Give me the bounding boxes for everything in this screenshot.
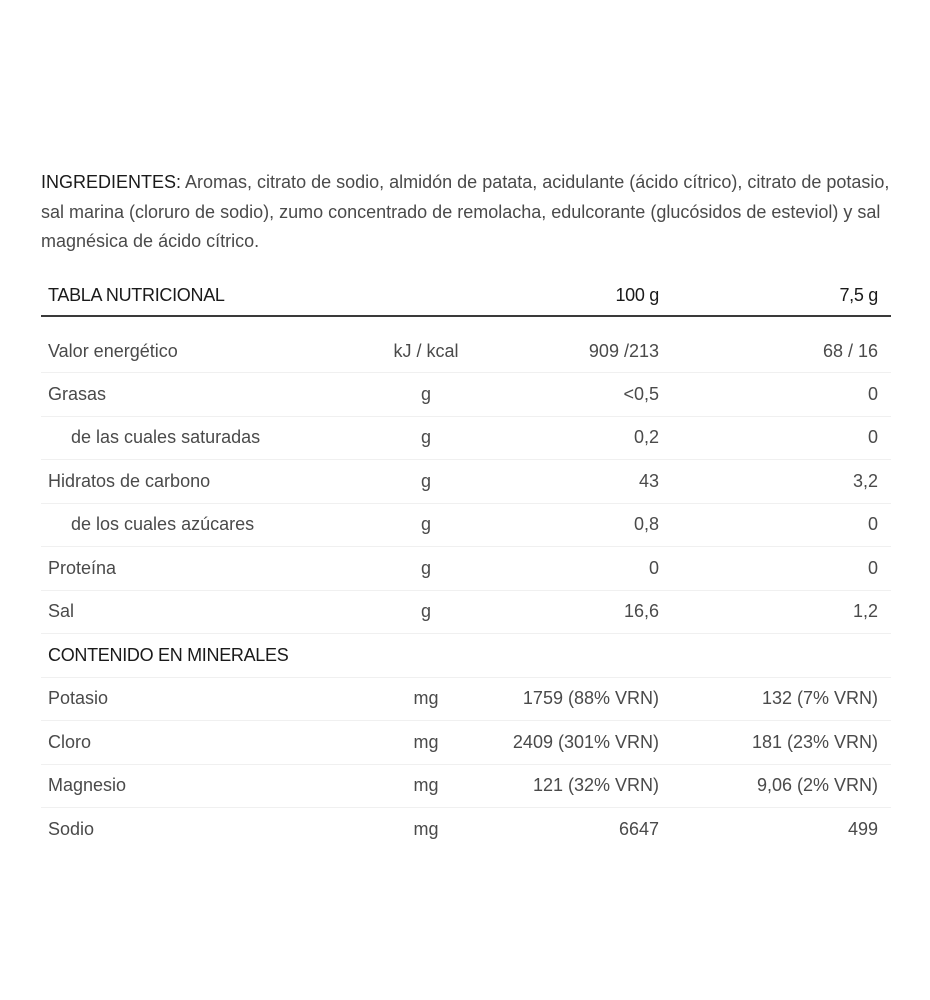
table-row: de las cuales saturadas g 0,2 0 xyxy=(41,417,891,461)
minerals-section-header xyxy=(41,634,891,678)
ingredients-text: Aromas, citrato de sodio, almidón de patata, acidulante (ácido cítrico), citrato de potasio, sal marina (cloruro de sodio), zumo concentrado de remolacha, edulcorante (glucósidos de esteviol) y sal magnésica de ácido cítrico. xyxy=(41,172,890,251)
table-row: de los cuales azúcares g 0,8 0 xyxy=(41,504,891,548)
column-per-serving: 7,5 g xyxy=(839,284,878,305)
table-row: Grasas g <0,5 0 xyxy=(41,373,891,417)
table-header xyxy=(41,275,891,317)
table-row: Hidratos de carbono g 43 3,2 xyxy=(41,460,891,504)
mineral-row: Sodio mg 6647 499 xyxy=(48,818,878,839)
table-title: TABLA NUTRICIONAL xyxy=(48,284,225,305)
table-row: Proteína g 0 0 xyxy=(41,547,891,591)
ingredients-paragraph xyxy=(41,168,901,257)
mineral-row: Potasio mg 1759 (88% VRN) 132 (7% VRN) xyxy=(41,678,891,722)
mineral-row: Cloro mg 2409 (301% VRN) 181 (23% VRN) xyxy=(41,721,891,765)
nutrition-table xyxy=(41,275,891,851)
ingredients-label: INGREDIENTES: xyxy=(41,172,182,192)
mineral-row: Magnesio mg 121 (32% VRN) 9,06 (2% VRN) xyxy=(41,765,891,809)
column-per-100g: 100 g xyxy=(615,284,659,305)
minerals-title: CONTENIDO EN MINERALES xyxy=(48,644,289,665)
table-row: Sal g 16,6 1,2 xyxy=(41,591,891,635)
table-row: Valor energético kJ / kcal 909 /213 68 / 16 xyxy=(41,330,891,373)
